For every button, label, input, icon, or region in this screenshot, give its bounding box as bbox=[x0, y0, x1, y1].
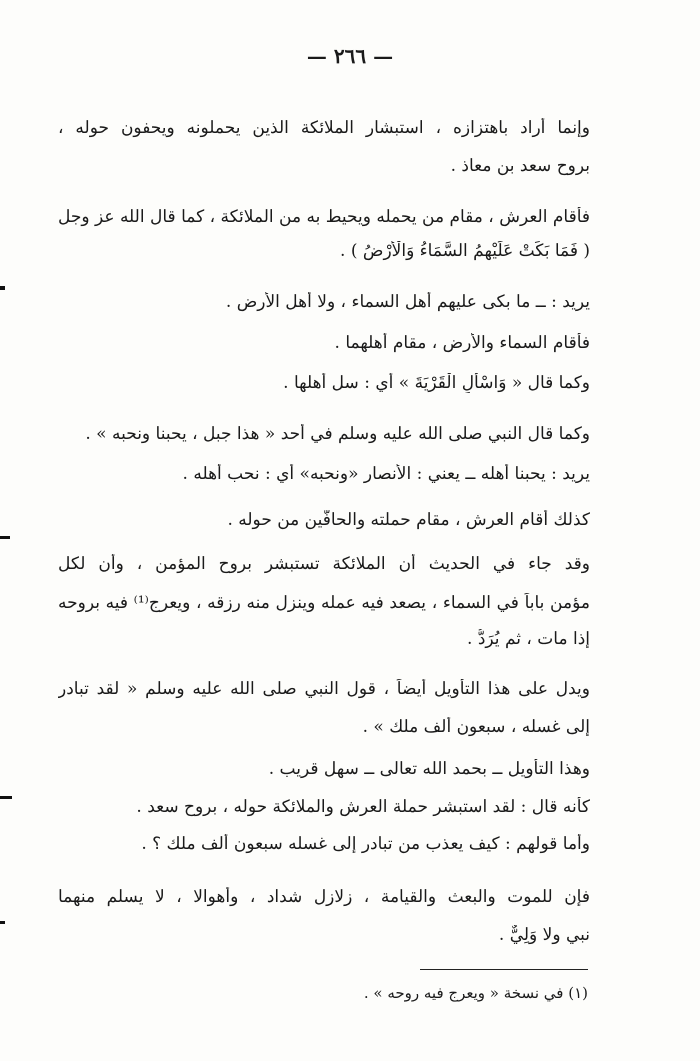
scan-edge-mark bbox=[0, 536, 10, 539]
scan-edge-mark bbox=[0, 921, 5, 924]
text-line: إلى غسله ، سبعون ألف ملك » . bbox=[362, 717, 590, 737]
text-line: كأنه قال : لقد استبشر حملة العرش والملائكة حوله ، بروح سعد . bbox=[136, 797, 590, 817]
text-line: وقد جاء في الحديث أن الملائكة تستبشر بروح المؤمن ، وأن لكل bbox=[58, 554, 590, 574]
text-line: يريد : ــ ما بكى عليهم أهل السماء ، ولا أهل الأرض . bbox=[225, 292, 590, 312]
scan-edge-mark bbox=[0, 796, 12, 799]
text-line: نبي ولا وَلِيٌّ . bbox=[498, 925, 590, 945]
text-line: وأما قولهم : كيف يعذب من تبادر إلى غسله سبعون ألف ملك ؟ . bbox=[141, 834, 590, 854]
page-number: — ٢٦٦ — bbox=[306, 44, 394, 68]
text-line: إذا مات ، ثم يُرَدُّ . bbox=[467, 629, 590, 649]
text-line: وكما قال النبي صلى الله عليه وسلم في أُحد « هذا جبل ، يحبنا ونحبه » . bbox=[85, 424, 590, 444]
text-line: كذلك أقام العرش ، مقام حملته والحافّين من حوله . bbox=[227, 510, 590, 530]
text-line: يريد : يحبنا أهله ــ يعني : الأنصار «ونحبه» أي : نحب أهله . bbox=[182, 464, 590, 484]
scan-edge-mark bbox=[0, 286, 5, 290]
text-line: مؤمن باباً في السماء ، يصعد فيه عمله وينزل منه رزقه ، ويعرج⁽¹⁾ فيه بروحه bbox=[58, 593, 590, 613]
footnote: (١) في نسخة « ويعرج فيه روحه » . bbox=[363, 984, 588, 1002]
text-line: فأقام العرش ، مقام من يحمله ويحيط به من الملائكة ، كما قال الله عز وجل bbox=[58, 207, 590, 227]
quran-verse: ( فَمَا بَكَتْ عَلَيْهِمُ السَّمَاءُ وَالْأَرْضُ ) . bbox=[340, 241, 590, 261]
text-line: وكما قال « وَاسْأَلِ الْقَرْيَةَ » أي : سل أهلها . bbox=[283, 373, 590, 393]
text-line: بروح سعد بن معاذ . bbox=[450, 156, 590, 176]
text-line: فإن للموت والبعث والقيامة ، زلازل شداد ، وأهوالا ، لا يسلم منهما bbox=[58, 887, 590, 907]
text-line: فأقام السماء والأرض ، مقام أهلهما . bbox=[334, 333, 590, 353]
text-line: وهذا التأويل ــ بحمد الله تعالى ــ سهل قريب . bbox=[268, 759, 590, 779]
text-line: ويدل على هذا التأويل أيضاً ، قول النبي صلى الله عليه وسلم « لقد تبادر bbox=[58, 679, 590, 699]
footnote-divider bbox=[420, 969, 588, 970]
text-line: وإنما أراد باهتزازه ، استبشار الملائكة الذين يحملونه ويحفون حوله ، bbox=[58, 118, 590, 138]
